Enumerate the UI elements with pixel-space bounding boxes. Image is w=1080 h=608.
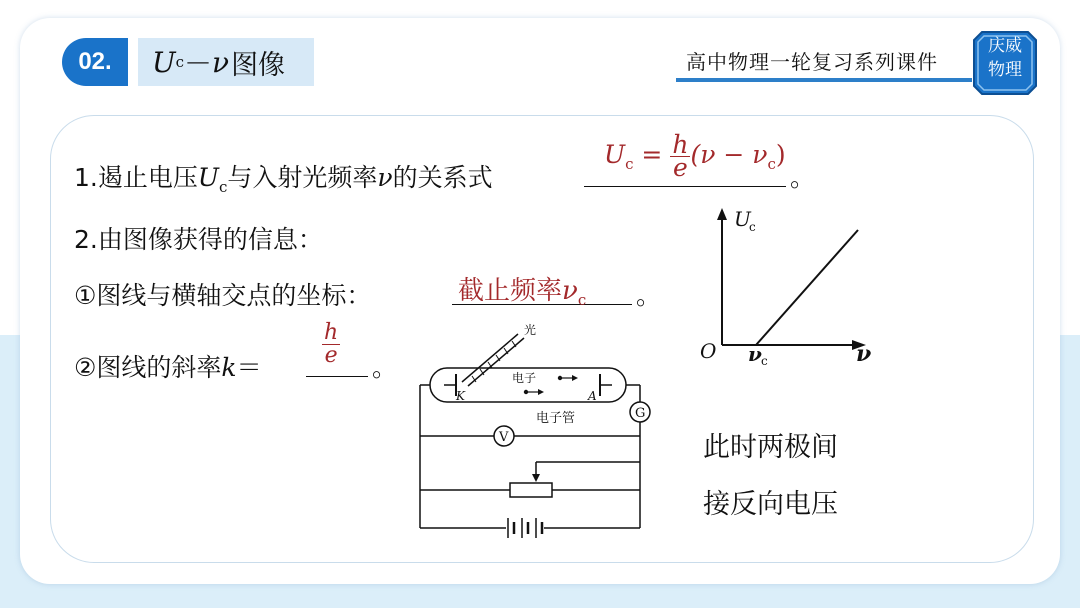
item-3-prefix: ①图线与横轴交点的坐标：: [74, 281, 372, 310]
tube-label: 电子管: [536, 411, 576, 426]
battery-icon: [508, 518, 542, 538]
graph-line: [756, 230, 858, 345]
section-number-badge: 02.: [62, 38, 128, 86]
answer-4-fraction: [322, 322, 340, 367]
slider-arrow-icon: [532, 474, 540, 482]
item-1-subscript: c: [218, 178, 228, 196]
note-line-1: 此时两极间: [703, 432, 838, 463]
item-1-prefix: 1.遏止电压: [74, 163, 198, 192]
galvanometer-label: G: [635, 406, 646, 421]
note-line-2: 接反向电压: [703, 489, 838, 520]
graph-origin-label: O: [700, 339, 717, 363]
item-4-prefix: ②图线的斜率: [74, 353, 222, 382]
anode-label: A: [588, 389, 597, 403]
item-1-mid: 与入射光频率: [227, 163, 378, 192]
item-1-symbol-nu: ν: [377, 163, 393, 192]
logo-text: [972, 34, 1038, 82]
light-label: 光: [524, 323, 537, 337]
answer-3-text: 截止频率: [458, 276, 563, 306]
item-2: 2.由图像获得的信息：: [74, 225, 323, 254]
answer-3: [458, 270, 586, 309]
title-symbol-u: U: [152, 45, 176, 79]
graph-y-label: U: [734, 207, 751, 231]
answer-3-symbol-nu: ν: [562, 276, 578, 306]
answer-1-fraction: [670, 130, 690, 182]
title-suffix: 图像: [231, 49, 286, 81]
graph-x-tick-label: ν: [748, 342, 762, 366]
item-1-end: 。: [790, 163, 816, 192]
title-dash: －: [184, 47, 213, 80]
logo-line-1: 庆威: [988, 36, 1022, 56]
series-title: 高中物理一轮复习系列课件: [686, 50, 938, 74]
answer-1-paren: (ν − ν: [690, 140, 768, 169]
answer-1-subscript-2: c: [767, 155, 776, 173]
item-3-end: 。: [636, 281, 662, 310]
item-4-symbol-k: k: [221, 353, 237, 382]
item-4-equals: ＝: [236, 353, 262, 382]
answer-1-numerator: h: [672, 130, 689, 159]
item-1: [74, 158, 493, 196]
answer-1-denominator: e: [672, 153, 688, 182]
title-symbol-nu: ν: [212, 45, 230, 79]
item-4-end: 。: [372, 353, 398, 382]
voltmeter-label: V: [499, 430, 509, 445]
answer-1-equals: =: [633, 140, 671, 169]
electron-label: 电子: [512, 371, 537, 385]
title-subscript: c: [175, 53, 185, 71]
series-underline: [676, 78, 972, 82]
logo-line-2: 物理: [988, 60, 1022, 80]
phototube-circuit: [410, 320, 670, 540]
answer-1-formula: [604, 130, 786, 182]
answer-4-denominator: e: [324, 343, 338, 368]
answer-1-symbol-u: U: [604, 140, 626, 169]
answer-4-numerator: h: [324, 320, 339, 345]
item-1-suffix: 的关系式: [392, 163, 493, 192]
rheostat: [510, 483, 552, 497]
answer-3-subscript: c: [577, 291, 587, 310]
answer-1-close: ): [775, 140, 786, 169]
item-1-symbol-u: U: [197, 163, 219, 192]
graph-y-sub: c: [749, 220, 756, 234]
graph-y-arrow-icon: [717, 208, 727, 220]
graph-x-label: ν: [856, 341, 872, 367]
item-4: [74, 348, 262, 384]
cathode-label: K: [456, 389, 465, 403]
graph-x-tick-sub: c: [761, 354, 768, 368]
uc-nu-graph: [690, 200, 890, 375]
answer-1-subscript: c: [625, 155, 634, 173]
section-title: [138, 38, 314, 86]
